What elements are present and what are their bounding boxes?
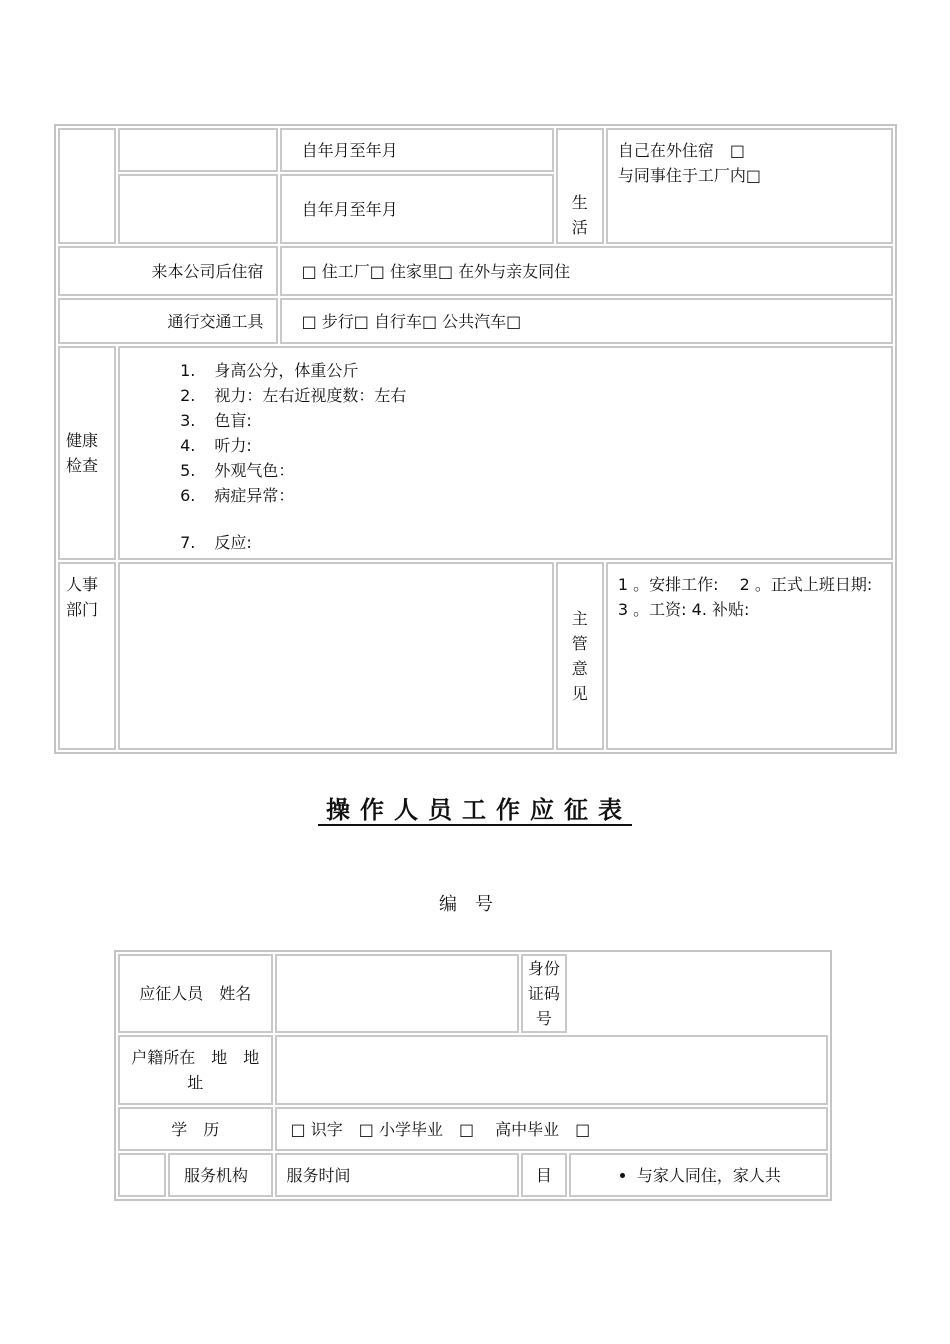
service-row-label-cell (118, 1153, 166, 1197)
applicant-info-table-continued (54, 124, 897, 754)
health-item-complexion: 5. 外观气色： (200, 458, 891, 483)
hr-department-label: 人事部门 (58, 562, 116, 750)
health-item-symptoms: 6. 病症异常： (200, 483, 891, 508)
after-join-housing-options: □ 住工厂□ 住家里□ 在外与亲友同住 (280, 246, 893, 296)
living-option-outside: 自己在外住宿 □ (617, 141, 746, 160)
document-title: 操作人员工作应征表 (0, 790, 950, 825)
household-address-value[interactable] (275, 1035, 828, 1105)
health-item-reaction: 7. 反应: (200, 530, 891, 555)
employer-name-cell-1[interactable] (118, 128, 277, 172)
column-mu-label: 目 (521, 1153, 567, 1197)
health-item-hearing: 4. 听力: (200, 433, 891, 458)
empty-row-label-cell (58, 128, 116, 244)
supervisor-opinion-content: 1 。安排工作: 2 。正式上班日期: 3 。工资: 4. 补贴: (606, 562, 893, 750)
health-item-color-blind: 3. 色盲: (200, 408, 891, 433)
education-label: 学 历 (118, 1107, 273, 1151)
employment-period-cell-1: 自年月至年月 (280, 128, 554, 172)
employment-period-cell-2: 自年月至年月 (280, 174, 554, 244)
service-org-label: 服务机构 (168, 1153, 272, 1197)
living-option-factory: 与同事住于工厂内□ (617, 166, 762, 185)
employer-name-cell-2[interactable] (118, 174, 277, 244)
operator-application-table (114, 950, 832, 1201)
transport-label: 通行交通工具 (58, 298, 278, 344)
after-join-housing-label: 来本公司后住宿 (58, 246, 278, 296)
health-check-list (120, 358, 891, 555)
transport-options: □ 步行□ 自行车□ 公共汽车□ (280, 298, 893, 344)
applicant-name-label: 应征人员 姓名 (118, 954, 273, 1033)
service-time-label: 服务时间 (275, 1153, 519, 1197)
id-number-label-cell: 身份证码号 (521, 954, 567, 1033)
health-check-label: 健康检查 (58, 346, 116, 560)
document-number-label: 编号 (439, 894, 511, 915)
applicant-name-value[interactable] (275, 954, 519, 1033)
household-address-label: 户籍所在 地 地 址 (118, 1035, 273, 1105)
living-options (606, 128, 893, 244)
health-item-vision: 2. 视力：左右近视度数：左右 (200, 383, 891, 408)
family-living-text: • 与家人同住，家人共 (637, 1163, 826, 1188)
hr-department-content[interactable] (118, 562, 553, 750)
health-check-content (118, 346, 893, 560)
health-item-height-weight: 1. 身高公分，体重公斤 (200, 358, 891, 383)
family-living-cell (569, 1153, 828, 1197)
education-options: □ 识字 □ 小学毕业 □ 高中毕业 □ (275, 1107, 828, 1151)
supervisor-opinion-label: 主 管 意 见 (556, 562, 604, 750)
living-label: 生 活 (556, 128, 604, 244)
